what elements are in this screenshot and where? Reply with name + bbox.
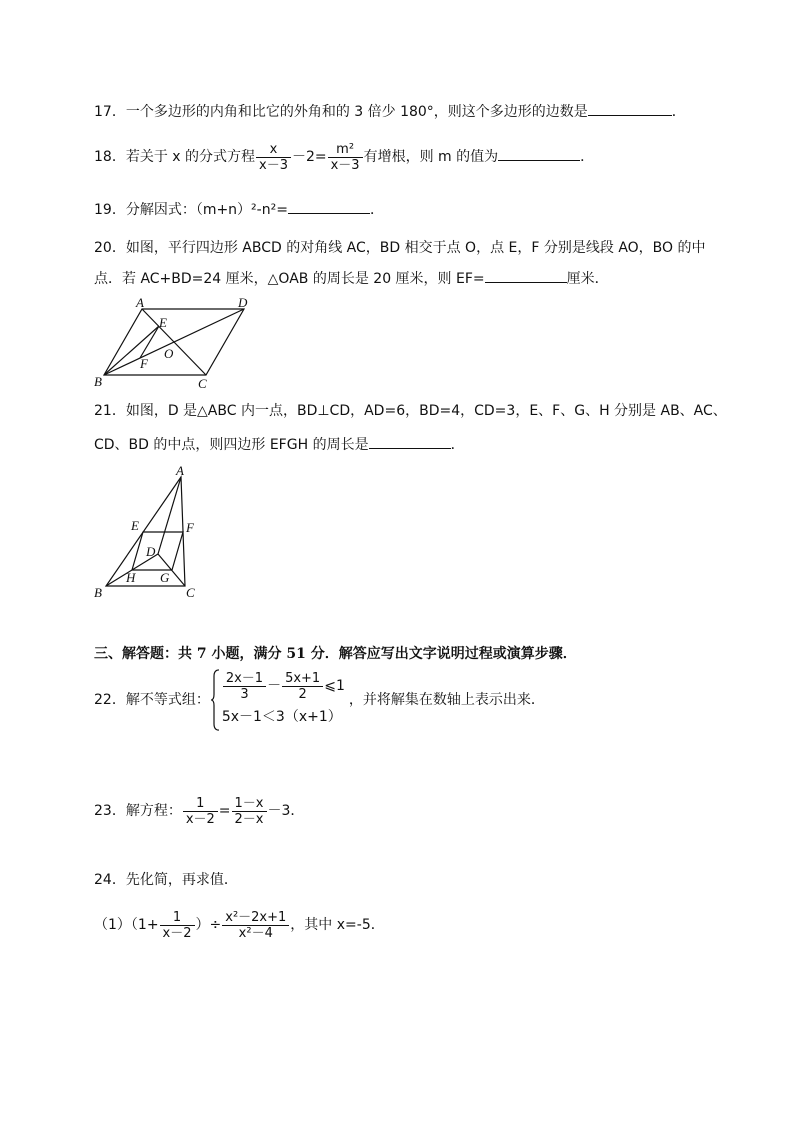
question-17	[94, 101, 686, 122]
q22-row-2	[222, 703, 345, 731]
question-18	[94, 139, 594, 175]
q20-line1: 20．如图，平行四边形 ABCD 的对角线 AC，BD 相交于点 O，点 E，F 分别是线段 AO，BO 的中	[94, 240, 706, 256]
label-D: D	[146, 544, 156, 559]
q17-answer-blank[interactable]	[588, 101, 672, 116]
q23-f2-den: 2－x	[234, 811, 264, 827]
label-F: F	[186, 520, 194, 535]
q23-equals: =	[218, 803, 231, 819]
q22-r1-relation: ⩽1	[324, 678, 345, 694]
q18-f2-den: x－3	[330, 157, 360, 173]
q18-pre: 18．若关于 x 的分式方程	[94, 149, 255, 165]
question-20-line-1	[94, 238, 706, 258]
q18-fraction-2	[328, 142, 363, 173]
q18-f1-den: x－3	[259, 157, 288, 173]
label-O: O	[164, 346, 174, 361]
diagonal-bd	[104, 309, 244, 375]
q17-end: ．	[671, 104, 686, 120]
q22-r2-text: 5x－1＜3（x+1）	[221, 709, 342, 725]
q23-f2-num: 1－x	[232, 796, 267, 812]
label-A: A	[136, 296, 144, 310]
question-22	[94, 666, 545, 734]
question-23	[94, 793, 304, 829]
label-E: E	[131, 518, 139, 533]
q22-row-1	[222, 669, 345, 703]
question-21-line-2	[94, 434, 465, 455]
q18-end: ．	[580, 149, 595, 165]
question-24-title	[94, 870, 238, 890]
label-H: H	[126, 570, 136, 585]
label-B: B	[94, 374, 102, 389]
label-C: C	[186, 585, 195, 600]
q20-answer-blank[interactable]	[485, 268, 567, 283]
segment-be	[104, 326, 159, 375]
q22-r1-minus: －	[267, 678, 282, 694]
section-3-header: 三、解答题：共 7 小题，满分 51 分．解答应写出文字说明过程或演算步骤．	[94, 646, 577, 662]
q23-fraction-1	[183, 796, 218, 827]
q22-r1-f1-den: 3	[240, 686, 249, 702]
q24-p1-post: ，其中 x=-5．	[290, 917, 385, 933]
question-24-part-1	[94, 906, 385, 944]
figure-parallelogram	[92, 296, 252, 396]
q22-inequality-system	[210, 669, 345, 731]
label-D: D	[238, 296, 248, 310]
q22-post: ，并将解集在数轴上表示出来．	[348, 692, 545, 708]
q18-fraction-1	[256, 142, 291, 173]
q21-answer-blank[interactable]	[369, 434, 451, 449]
q18-post: 有增根，则 m 的值为	[363, 149, 499, 165]
q22-pre: 22．解不等式组：	[94, 692, 210, 708]
question-21-line-1	[94, 401, 727, 421]
q24-f2-den: x²－4	[238, 925, 273, 941]
left-brace-icon	[210, 669, 220, 731]
q21-end: ．	[450, 437, 465, 453]
q22-r1-f2-num: 5x+1	[282, 671, 323, 687]
q20-line2-pre: 点．若 AC+BD=24 厘米，△OAB 的周长是 20 厘米，则 EF=	[94, 271, 485, 287]
q19-answer-blank[interactable]	[288, 199, 370, 214]
q24-f2-num: x²－2x+1	[222, 910, 289, 926]
q19-text: 19．分解因式：（m+n）²-n²=	[94, 202, 288, 218]
q18-mid: －2=	[291, 149, 327, 165]
q24-f1-num: 1	[160, 910, 195, 926]
q23-pre: 23．解方程：	[94, 803, 182, 819]
q24-p1-mid: ）÷	[195, 917, 222, 933]
label-B: B	[94, 585, 102, 600]
q18-f2-num: m²	[328, 142, 363, 158]
question-19	[94, 199, 384, 220]
label-A: A	[176, 463, 184, 478]
label-F: F	[140, 356, 148, 371]
q23-fraction-2	[232, 796, 267, 827]
q23-f1-den: x－2	[185, 811, 215, 827]
q24-fraction-2	[222, 910, 289, 941]
q22-r1-f1-num: 2x－1	[223, 671, 266, 687]
label-E: E	[159, 315, 167, 330]
q23-post: －3．	[267, 803, 305, 819]
question-20-line-2	[94, 268, 609, 289]
figure-triangle	[90, 462, 210, 606]
q22-r1-fraction-2	[282, 671, 323, 702]
q22-r1-f2-den: 2	[298, 686, 307, 702]
q24-fraction-1	[160, 910, 195, 941]
q24-title: 24．先化简，再求值．	[94, 872, 238, 888]
q18-answer-blank[interactable]	[498, 146, 580, 161]
label-G: G	[160, 570, 170, 585]
label-C: C	[198, 376, 207, 391]
q24-p1-pre: （1）（1+	[94, 917, 159, 933]
q21-line1: 21．如图，D 是△ABC 内一点，BD⊥CD，AD=6，BD=4，CD=3，E、F、G、H 分别是 AB、AC、	[94, 403, 727, 419]
q19-end: ．	[369, 202, 384, 218]
q23-f1-num: 1	[183, 796, 218, 812]
q22-r1-fraction-1	[223, 671, 266, 702]
segment-ad	[158, 477, 181, 554]
q24-f1-den: x－2	[162, 925, 192, 941]
q21-line2-pre: CD、BD 的中点，则四边形 EFGH 的周长是	[94, 437, 369, 453]
q18-f1-num: x	[256, 142, 291, 158]
q20-line2-post: 厘米．	[566, 271, 609, 287]
q17-text: 17．一个多边形的内角和比它的外角和的 3 倍少 180°，则这个多边形的边数是	[94, 104, 588, 120]
